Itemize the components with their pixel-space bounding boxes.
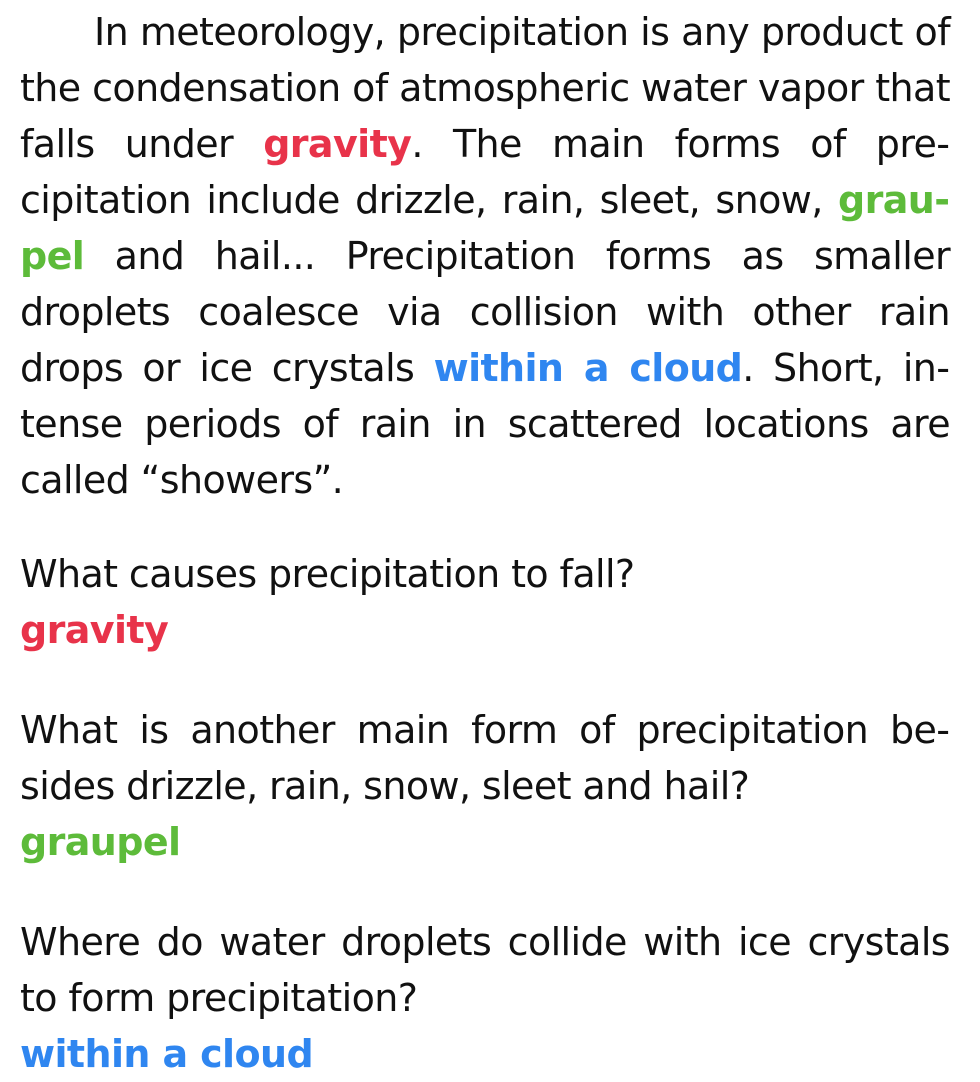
question-text: What causes precipitation to fall? (20, 552, 635, 596)
answer-text: within a cloud (20, 1032, 314, 1076)
question-text: What is another main form of precipitation besides drizzle, rain, snow, sleet and hail? (20, 708, 950, 808)
highlight-gravity: gravity (263, 122, 412, 166)
document-page (20, 4, 950, 1082)
passage-segment: and hail... Precipitation forms as smaller droplets coalesce via collision with other rain drops or ice crystals (20, 234, 950, 390)
qa-block (20, 702, 950, 870)
highlight-within-a-cloud: within a cloud (433, 346, 743, 390)
qa-block (20, 914, 950, 1082)
highlight-graupel: graupel (20, 178, 950, 278)
passage-paragraph (20, 4, 950, 508)
answer-text: gravity (20, 608, 169, 652)
question-text: Where do water droplets collide with ice crystals to form precipitation? (20, 920, 950, 1020)
passage-segment: . Short, intense periods of rain in scattered locations are called “showers”. (20, 346, 950, 502)
passage-segment: . The main forms of precipitation include drizzle, rain, sleet, snow, (20, 122, 951, 222)
qa-block (20, 546, 950, 658)
passage-segment: In meteorology, precipitation is any product of the condensation of atmospheric water vapor that falls under (20, 10, 950, 166)
answer-text: graupel (20, 820, 181, 864)
